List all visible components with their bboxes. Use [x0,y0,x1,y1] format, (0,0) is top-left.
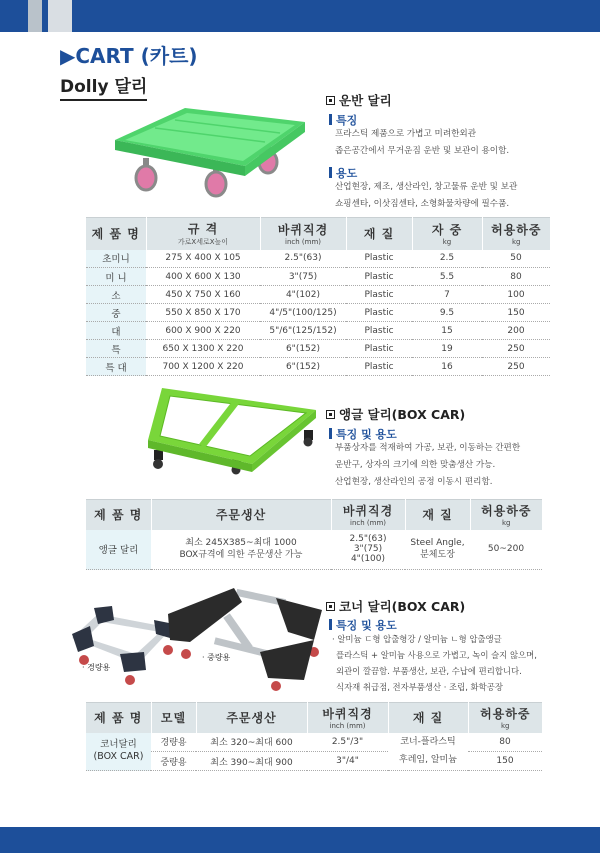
section-heading: 앵글 달리(BOX CAR) [326,405,465,423]
cell-material: Plastic [346,358,412,376]
cell-weight: 7 [412,286,482,304]
table-row [86,733,542,752]
cell-material: Steel Angle, 분체도장 [405,530,470,570]
bar-bullet-icon [329,114,332,125]
header-name: 제 품 명 [86,500,151,530]
cell-material: Plastic [346,286,412,304]
square-bullet-icon [326,602,335,611]
medium-weight-tag: · 중량용 [202,653,231,662]
cell-load: 150 [468,752,542,771]
header-material: 재 질 [388,703,468,733]
table-row [86,250,550,268]
cell-material: 코너-플라스틱 후레임, 알미늄 [388,733,468,771]
cell-load: 250 [482,340,550,358]
header-wheel: 바퀴직경 inch (mm) [331,500,405,530]
cell-spec: 400 X 600 X 130 [146,268,260,286]
header-weight: 자 중 kg [412,218,482,250]
table-row [86,340,550,358]
top-bar-accent [48,0,72,32]
caster-wheel [304,430,314,447]
cell-name: 초미니 [86,250,146,268]
cell-name: 코너달리 (BOX CAR) [86,733,151,771]
cell-load: 80 [482,268,550,286]
header-material: 재 질 [346,218,412,250]
bar-bullet-icon [329,619,332,630]
square-bullet-icon [326,96,335,105]
cell-model: 중량용 [151,752,196,771]
page-subtitle: Dolly 달리 [60,72,147,101]
cell-order: 최소 320~최대 600 [196,733,307,752]
cell-wheel: 4"/5"(100/125) [260,304,346,322]
cell-load: 50~200 [470,530,542,570]
header-wheel: 바퀴직경 inch (mm) [260,218,346,250]
top-bar-accent [28,0,42,32]
heavy-corner-dolly-image [164,582,324,692]
light-corner-dolly-image [68,598,178,688]
cell-material: Plastic [346,340,412,358]
cell-wheel: 6"(152) [260,358,346,376]
cell-wheel: 2.5"/3" [307,733,388,752]
cell-weight: 5.5 [412,268,482,286]
cell-name: 중 [86,304,146,322]
feature-description: · 알미늄 ㄷ형 압출형강 / 알미늄 ㄴ형 압출앵글 플라스틱 + 알미늄 사용으로 가볍고, 녹이 슬지 않으며, 외관이 깔끔함. 부품생산, 보관, 수납에 편리합니다. 식자재 취급점, 전자부품생산 · 조립, 화학공장 [332,634,537,692]
cell-spec: 550 X 850 X 170 [146,304,260,322]
cell-name: 미 니 [86,268,146,286]
cell-wheel: 4"(102) [260,286,346,304]
bar-bullet-icon [329,428,332,439]
table-row [86,530,542,570]
cell-load: 50 [482,250,550,268]
cell-name: 특 대 [86,358,146,376]
top-bar [0,0,600,32]
corner-dolly-table [86,702,542,771]
feature-label: 특징 및 용도 [329,617,397,633]
cell-wheel: 5"/6"(125/152) [260,322,346,340]
caster-wheel [153,450,163,469]
cell-weight: 19 [412,340,482,358]
section-heading: 운반 달리 [326,91,392,109]
table-row [86,304,550,322]
angle-dolly-image [140,380,320,475]
cell-load: 80 [468,733,542,752]
use-description: 산업현장, 제조, 생산라인, 창고물류 운반 및 보관 쇼핑센타, 이삿짐센타, 소형화물차량에 필수품. [335,182,518,209]
cell-weight: 2.5 [412,250,482,268]
cell-material: Plastic [346,268,412,286]
cell-wheel: 3"(75) [260,268,346,286]
table-row [86,752,542,771]
table-row [86,286,550,304]
page-title: ▶CART (카트) [60,44,198,68]
use-label: 용도 [329,165,357,181]
caster-wheel [136,158,156,190]
cell-wheel: 3"/4" [307,752,388,771]
bar-bullet-icon [329,167,332,178]
cell-wheel: 2.5"(63) [260,250,346,268]
cell-wheel: 6"(152) [260,340,346,358]
dolly-spec-table [86,217,550,376]
cell-spec: 450 X 750 X 160 [146,286,260,304]
feature-description: 부품상자를 적재하여 가공, 보관, 이동하는 간편한 운반구, 상자의 크기에 의한 맞춤생산 가능. 산업현장, 생산라인의 공정 이동시 편리함. [335,443,521,487]
cell-material: Plastic [346,322,412,340]
cell-spec: 700 X 1200 X 220 [146,358,260,376]
cell-load: 200 [482,322,550,340]
header-load: 허용하중 kg [482,218,550,250]
angle-dolly-table [86,499,542,570]
cell-weight: 9.5 [412,304,482,322]
header-wheel: 바퀴직경 inch (mm) [307,703,388,733]
header-load: 허용하중 kg [468,703,542,733]
cell-weight: 16 [412,358,482,376]
cell-spec: 600 X 900 X 220 [146,322,260,340]
cell-name: 대 [86,322,146,340]
cell-load: 150 [482,304,550,322]
light-weight-tag: · 경량용 [82,663,111,672]
feature-description: 프라스틱 제품으로 가볍고 미려한외관 좁은공간에서 무거운짐 운반 및 보관이 용이함. [335,129,510,156]
cell-material: Plastic [346,304,412,322]
cell-name: 앵글 달리 [86,530,151,570]
header-spec: 규 격 가로X세로X높이 [146,218,260,250]
table-row [86,322,550,340]
cell-wheel: 2.5"(63) 3"(75) 4"(100) [331,530,405,570]
table-row [86,268,550,286]
cell-name: 소 [86,286,146,304]
section-heading: 코너 달리(BOX CAR) [326,597,465,615]
cell-order: 최소 245X385~최대 1000 BOX규격에 의한 주문생산 가능 [151,530,331,570]
plastic-dolly-image [95,100,315,200]
header-model: 모델 [151,703,196,733]
cell-model: 경량용 [151,733,196,752]
header-name: 제 품 명 [86,218,146,250]
square-bullet-icon [326,410,335,419]
bottom-bar [0,827,600,853]
cell-load: 100 [482,286,550,304]
header-name: 제 품 명 [86,703,151,733]
header-order: 주문생산 [196,703,307,733]
header-order: 주문생산 [151,500,331,530]
cell-load: 250 [482,358,550,376]
feature-label: 특징 [329,112,357,128]
table-row [86,358,550,376]
feature-label: 특징 및 용도 [329,426,397,442]
cell-spec: 275 X 400 X 105 [146,250,260,268]
cell-spec: 650 X 1300 X 220 [146,340,260,358]
cell-name: 특 [86,340,146,358]
cell-weight: 15 [412,322,482,340]
header-load: 허용하중 kg [470,500,542,530]
cell-order: 최소 390~최대 900 [196,752,307,771]
cell-material: Plastic [346,250,412,268]
header-material: 재 질 [405,500,470,530]
